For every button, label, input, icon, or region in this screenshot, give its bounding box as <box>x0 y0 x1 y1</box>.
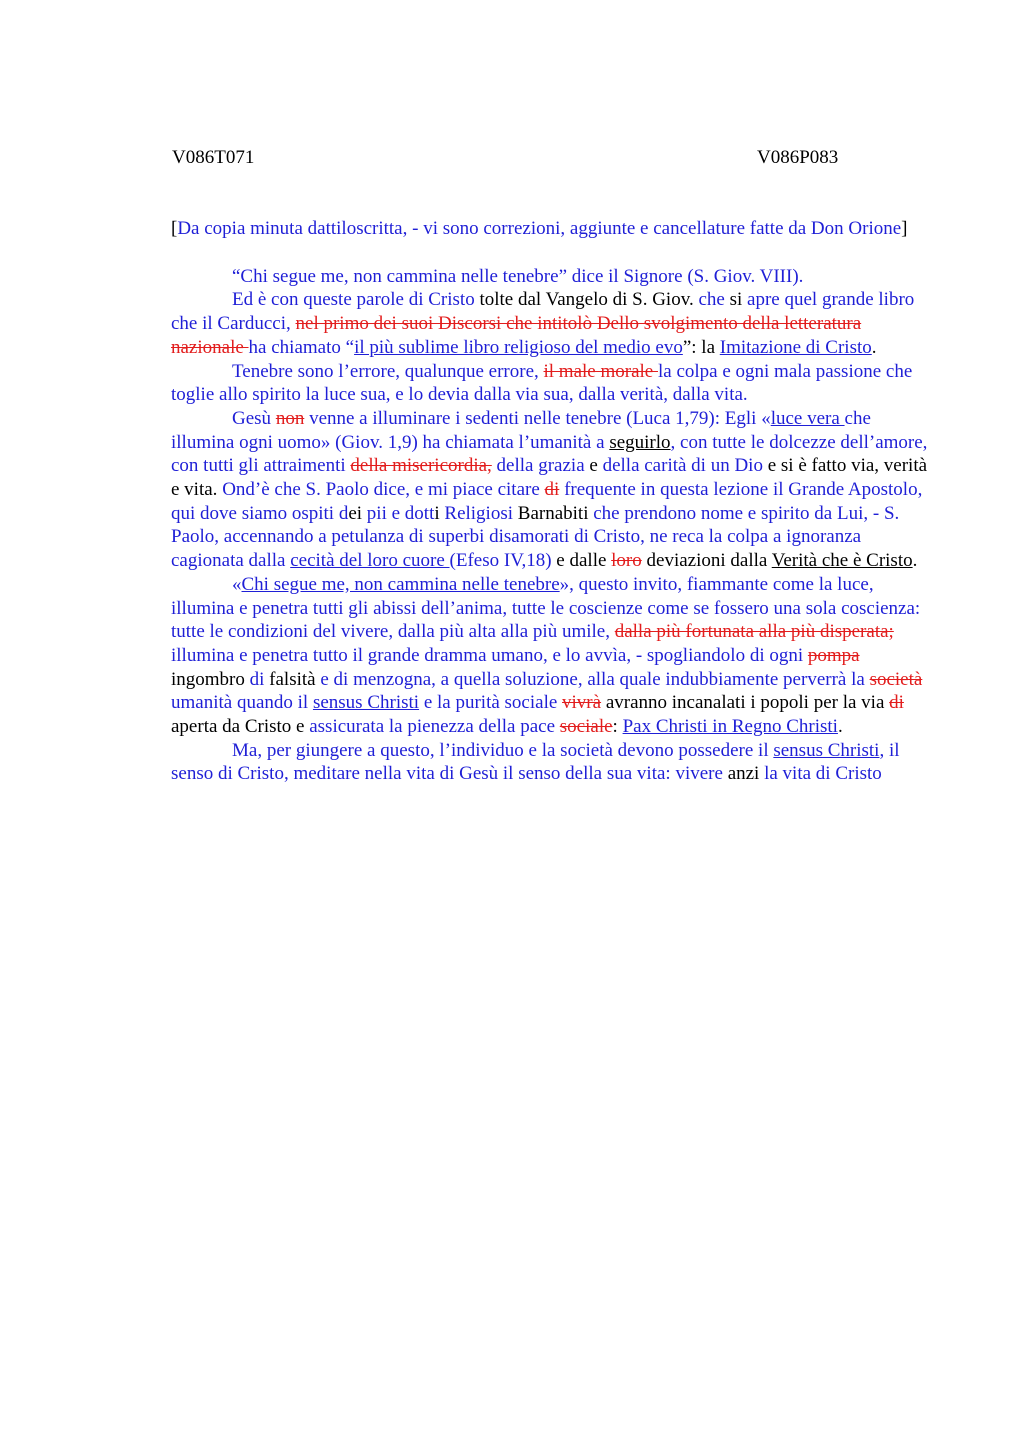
underlined-added-text: sensus Christi <box>312 692 420 714</box>
original-text: : <box>612 716 623 738</box>
paragraph <box>171 265 931 289</box>
added-text: che illumina ogni uomo» (Giov. 1,9) ha chiamata l’umanità a <box>171 407 871 453</box>
note-open-bracket: [ <box>171 218 178 239</box>
paragraph <box>171 288 931 359</box>
added-text: della carità di un Dio <box>602 455 768 477</box>
original-text: anzi <box>727 763 765 785</box>
original-text: ingombro <box>171 668 250 690</box>
original-text: deviazioni dalla <box>641 550 772 572</box>
added-text: della grazia <box>491 455 590 477</box>
added-text: la vita di Cristo <box>764 763 882 785</box>
original-text: i <box>434 502 445 524</box>
added-text: », questo invito, fiammante come la luce, illumina e penetra tutti gli abissi dell’anima, tutte le coscienze come se fossero una sola coscienza: tutte le condizioni del vivere, dalla più alta alla più umile, <box>171 573 921 643</box>
deleted-text: pompa <box>807 644 860 666</box>
original-text: ei <box>348 502 367 524</box>
deleted-text: della misericordia, <box>350 455 492 477</box>
note-close-bracket: ] <box>901 218 908 239</box>
deleted-text: nel primo dei suoi Discorsi che intitolò Dello svolgimento della letteratura nazionale <box>171 313 862 358</box>
original-text: ”: la <box>682 336 720 358</box>
added-text: umanità quando il <box>171 692 313 714</box>
added-text: (Efeso IV,18) <box>449 550 557 572</box>
original-text: e si è fatto via, verità e vita. <box>171 455 928 501</box>
added-text: assicurata la pienezza della pace <box>309 716 560 738</box>
original-text: . <box>871 336 877 358</box>
added-text: e la purità sociale <box>419 692 563 714</box>
added-text: Ed è con queste parole di Cristo <box>232 289 480 311</box>
original-text: . <box>912 550 918 572</box>
page-code-right: V086P083 <box>757 147 839 168</box>
original-text: e <box>589 455 603 477</box>
added-text: che prendono nome e spirito da Lui, - S. Paolo, accennando a petulanza di superbi disamorati di Cristo, ne reca la colpa a ignoranza cagionata dalla <box>171 502 900 572</box>
deleted-text: non <box>275 407 305 429</box>
original-text: aperta da Cristo e <box>171 716 310 738</box>
editorial-note <box>171 217 931 241</box>
deleted-text: vivrà <box>562 692 602 714</box>
paragraph-list <box>171 265 931 786</box>
document-body <box>171 217 931 786</box>
added-text: , il senso di Cristo, meditare nella vita di Gesù il senso della sua vita: vivere <box>171 739 900 785</box>
deleted-text: il male morale <box>543 360 658 382</box>
added-text: Ond’è che S. Paolo dice, e mi piace citare <box>222 479 545 501</box>
original-text: Barnabiti <box>517 502 594 524</box>
added-text: di <box>249 668 270 690</box>
underlined-added-text: Imitazione di Cristo <box>719 336 872 358</box>
note-text: Da copia minuta dattiloscritta, - vi sono correzioni, aggiunte e cancellature fatte da Don Orione <box>177 218 902 239</box>
added-text: e di menzogna, a quella soluzione, alla quale indubbiamente perverrà la <box>320 668 870 690</box>
deleted-text: dalla più fortunata alla più disperata; <box>614 621 894 643</box>
paragraph <box>171 360 931 407</box>
deleted-text: società <box>869 668 923 690</box>
underlined-added-text: Pax Christi in Regno Christi <box>622 716 838 738</box>
added-text: Tenebre sono l’errore, qualunque errore, <box>232 360 544 382</box>
underlined-original-text: Verità che è Cristo <box>771 550 913 572</box>
added-text: pii e dott <box>366 502 435 524</box>
added-text: che <box>698 289 730 311</box>
deleted-text: loro <box>611 550 642 572</box>
underlined-original-text: seguirlo <box>609 431 671 453</box>
added-text: Religiosi <box>444 502 518 524</box>
added-text: « <box>232 573 242 595</box>
original-text: falsità <box>269 668 321 690</box>
paragraph <box>171 407 931 573</box>
added-text: venne a illuminare i sedenti nelle tenebre (Luca 1,79): Egli « <box>304 407 771 429</box>
added-text: “Chi segue me, non cammina nelle tenebre” dice il Signore (S. Giov. VIII). <box>232 265 804 287</box>
original-text: . <box>837 716 843 738</box>
document-code-left: V086T071 <box>172 147 255 168</box>
deleted-text: di <box>544 479 560 501</box>
added-text: illumina e penetra tutto il grande dramma umano, e lo avvìa, - spogliandolo di ogni <box>171 644 808 666</box>
paragraph <box>171 739 931 786</box>
underlined-added-text: il più sublime libro religioso del medio evo <box>354 336 683 358</box>
paragraph <box>171 573 931 739</box>
added-text: ha chiamato “ <box>248 336 355 358</box>
added-text: la colpa e ogni mala passione che toglie allo spirito la luce sua, e lo devia dalla via sua, dalla verità, dalla vita. <box>171 360 913 406</box>
deleted-text: sociale <box>559 716 613 738</box>
added-text: , con tutte le dolcezze dell’amore, con tutti gli attraimenti <box>171 431 928 477</box>
original-text: si <box>729 289 748 311</box>
original-text: tolte dal Vangelo di S. Giov. <box>479 289 699 311</box>
underlined-added-text: cecità del loro cuore <box>290 550 450 572</box>
added-text: apre quel grande libro che il Carducci, <box>171 289 915 335</box>
added-text: Gesù <box>232 407 276 429</box>
original-text: e dalle <box>556 550 612 572</box>
underlined-added-text: luce vera <box>770 407 845 429</box>
added-text: frequente in questa lezione il Grande Apostolo, qui dove siamo ospiti d <box>171 479 923 524</box>
deleted-text: di <box>889 692 904 714</box>
original-text: avranno incanalati i popoli per la via <box>601 692 890 714</box>
underlined-added-text: sensus Christi <box>773 739 880 761</box>
added-text: Ma, per giungere a questo, l’individuo e la società devono possedere il <box>232 739 774 761</box>
underlined-added-text: Chi segue me, non cammina nelle tenebre <box>241 573 560 595</box>
